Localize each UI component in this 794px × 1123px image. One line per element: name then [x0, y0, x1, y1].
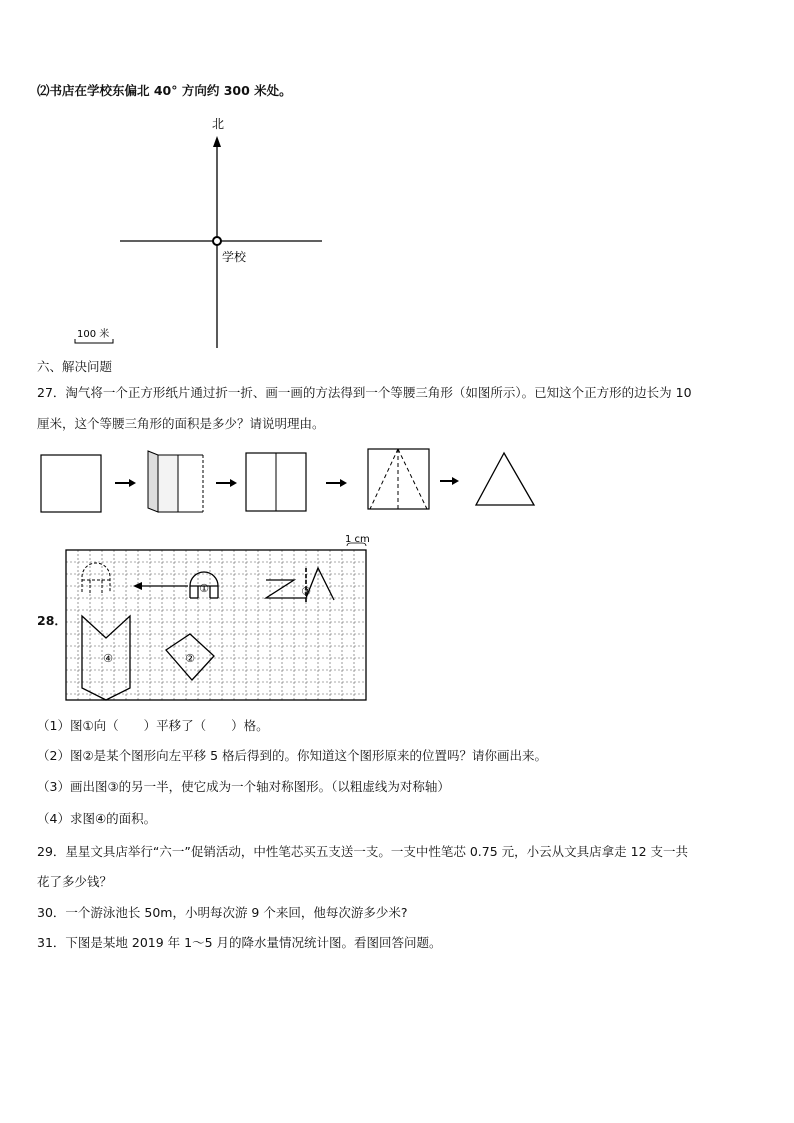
grid-border [66, 550, 366, 700]
shape-label: ③ [301, 585, 311, 598]
q27-line1: 27．淘气将一个正方形纸片通过折一折、画一画的方法得到一个等腰三角形（如图所示）。已知这个正方形的边长为 10 [37, 385, 692, 400]
arrow-head-icon [340, 479, 347, 487]
shape-label: ④ [103, 652, 113, 665]
q28-sub1: （1）图①向（ ）平移了（ ）格。 [37, 718, 269, 733]
compass-diagram [60, 110, 340, 355]
folded-square [246, 453, 306, 511]
q28-sub3: （3）画出图③的另一半，使它成为一个轴对称图形。（以粗虚线为对称轴） [37, 779, 450, 794]
arrow-head-icon [129, 479, 136, 487]
translation-grid-figure [60, 532, 376, 704]
unit-label: 1 cm [345, 534, 370, 545]
q31-text: 31．下图是某地 2019 年 1～5 月的降水量情况统计图。看图回答问题。 [37, 935, 442, 950]
folding-paper [148, 451, 203, 512]
school-label: 学校 [222, 250, 247, 264]
shape-1-dashed-outline [82, 563, 110, 594]
north-label: 北 [212, 117, 225, 131]
q26-part2-text: ⑵书店在学校东偏北 40° 方向约 300 米处。 [37, 83, 292, 98]
isosceles-triangle [476, 453, 534, 505]
q28-sub4: （4）求图④的面积。 [37, 811, 157, 826]
shape-label: ② [185, 652, 195, 665]
folding-steps-figure [38, 445, 558, 515]
arrow-head-icon [452, 477, 459, 485]
q28-sub2: （2）图②是某个图形向左平移 5 格后得到的。你知道这个图形原来的位置吗？请你画出来。 [37, 748, 548, 763]
scale-label: 100 米 [77, 329, 110, 340]
arrow-head-icon [133, 582, 142, 590]
school-point [213, 237, 221, 245]
north-arrow-icon [213, 136, 221, 147]
q29-line2: 花了多少钱？ [37, 874, 113, 889]
q29-line1: 29．星星文具店举行“六一”促销活动，中性笔芯买五支送一支。一支中性笔芯 0.75 元，小云从文具店拿走 12 支一共 [37, 844, 688, 859]
q28-number: 28． [37, 613, 67, 628]
q30-text: 30．一个游泳池长 50m，小明每次游 9 个来回，他每次游多少米? [37, 905, 408, 920]
q27-line2: 厘米，这个等腰三角形的面积是多少？请说明理由。 [37, 416, 325, 431]
section-title: 六、解决问题 [37, 359, 113, 374]
arrow-head-icon [230, 479, 237, 487]
square-paper [41, 455, 101, 512]
shape-3 [266, 568, 334, 602]
dotted-grid [66, 550, 366, 700]
shape-label: ① [199, 582, 209, 595]
drawn-triangle-square [368, 449, 429, 509]
